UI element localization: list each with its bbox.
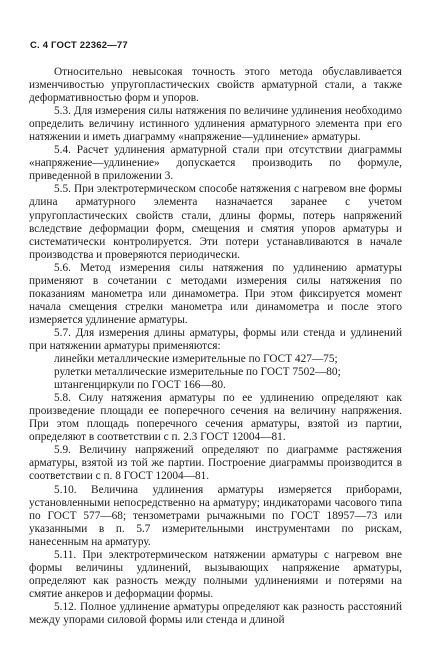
paragraph-5-5: 5.5. При электротермическом способе натяжения с нагревом вне формы длина арматурного элемента назначается заранее с учетом упругопластических свойств стали, длины формы, потерь напряжений вследствие деформации форм, смещения и смятия упоров арматуры и систематически контролируется. Эти потери устанавливаются в начале производства и проверяются периодически. <box>29 183 402 261</box>
paragraph-5-8: 5.8. Силу натяжения арматуры по ее удлинению определяют как произведение площади ее поперечного сечения на величину напряжения. При этом площадь поперечного сечения арматуры, взятой из партии, определяют в соответствии с п. 2.3 ГОСТ 12004—81. <box>29 392 402 444</box>
paragraph-5-10: 5.10. Величина удлинения арматуры измеряется приборами, установленными непосредственно на арматуру; индикаторами часового типа по ГОСТ 577—68; тензометрами рычажными по ГОСТ 18957—73 или указанными в п. 5.7 измерительными инструментами по рискам, нанесенным на арматуру. <box>29 483 402 548</box>
paragraph-5-6: 5.6. Метод измерения силы натяжения по удлинению арматуры применяют в сочетании с методами измерения силы натяжения по показаниям манометра или динамометра. При этом фиксируется момент начала смещения стрелки манометра или динамометра и после этого измеряется удлинение арматуры. <box>29 261 402 326</box>
paragraph-5-9: 5.9. Величину напряжений определяют по диаграмме растяжения арматуры, взятой из той же партии. Построение диаграммы производится в соответствии с п. 8 ГОСТ 12004—81. <box>29 444 402 483</box>
list-item-tape-measures: рулетки металлические измерительные по ГОСТ 7502—80; <box>54 366 341 379</box>
document-body <box>29 66 402 627</box>
list-item-rulers: линейки металлические измерительные по ГОСТ 427—75; <box>54 353 338 366</box>
paragraph-5-3: 5.3. Для измерения силы натяжения по величине удлинения необходимо определить величину истинного удлинения арматурного элемента при его натяжении и иметь диаграмму «напряжение—удлинение» арматуры. <box>29 105 402 144</box>
page-header: С. 4 ГОСТ 22362—77 <box>30 40 128 51</box>
paragraph-5-11: 5.11. При электротермическом натяжении арматуры с нагревом вне формы величины удлинений, вызывающих напряжение арматуры, определяют как разность между полными удлинениями и потерями на смятие анкеров и деформации формы. <box>29 548 402 600</box>
paragraph-5-7: 5.7. Для измерения длины арматуры, формы или стенда и удлинений при натяжении арматуры применяются: <box>29 326 402 352</box>
list-item-calipers: штангенциркули по ГОСТ 166—80. <box>54 379 226 392</box>
paragraph-5-12: 5.12. Полное удлинение арматуры определяют как разность расстояний между упорами силовой формы или стенда и длиной <box>29 600 402 626</box>
paragraph-intro: Относительно невысокая точность этого метода обуславливается изменчивостью упругопластических свойств арматурной стали, а также деформативностью форм и упоров. <box>29 66 402 105</box>
paragraph-5-4: 5.4. Расчет удлинения арматурной стали при отсутствии диаграммы «напряжение—удлинение» допускается производить по формуле, приведенной в приложении 3. <box>29 144 402 183</box>
